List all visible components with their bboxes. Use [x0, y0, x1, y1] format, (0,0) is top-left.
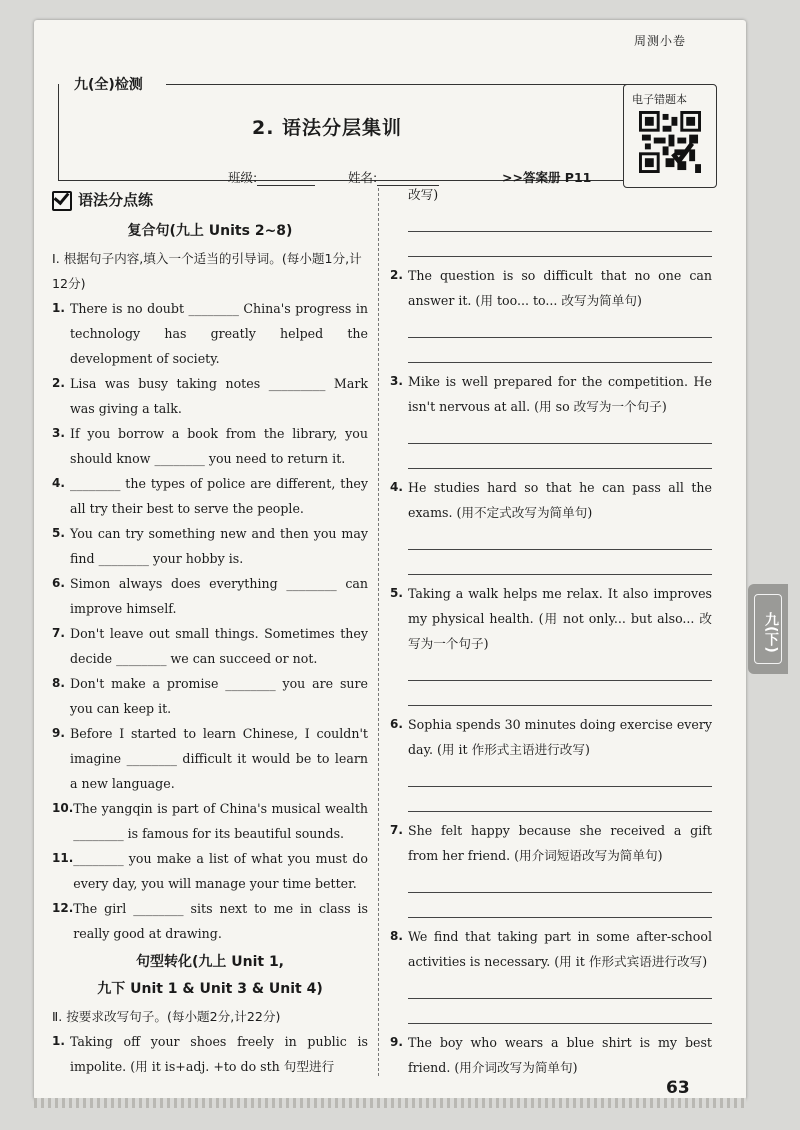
list-item: 6. Sophia spends 30 minutes doing exercise every day. (用 it 作形式主语进行改写) — [390, 712, 712, 812]
answer-line[interactable] — [408, 232, 712, 257]
answer-line[interactable] — [408, 868, 712, 893]
answer-reference: >>答案册 P11 — [502, 170, 592, 185]
answer-line[interactable] — [408, 419, 712, 444]
list-item: 4. He studies hard so that he can pass all the exams. (用不定式改写为简单句) — [390, 475, 712, 575]
answer-line[interactable] — [408, 999, 712, 1024]
list-item: 7. Don't leave out small things. Sometimes they decide ________ we can succeed or not. — [52, 626, 368, 666]
answer-line[interactable] — [408, 525, 712, 550]
answer-line[interactable] — [408, 762, 712, 787]
section-heading: 语法分点练 — [52, 188, 368, 213]
page-title: 2. 语法分层集训 — [252, 117, 403, 139]
page-number: 63 — [666, 1078, 690, 1098]
right-column — [390, 180, 712, 1100]
answer-line[interactable] — [408, 974, 712, 999]
qr-code-icon[interactable] — [639, 111, 701, 173]
column-divider — [378, 188, 379, 1076]
list-item: 8. We find that taking part in some after-school activities is necessary. (用 it 作形式宾语进行改写) — [390, 924, 712, 1024]
class-field: 班级: — [228, 168, 315, 186]
list-item: 3. Mike is well prepared for the competition. He isn't nervous at all. (用 so 改写为一个句子) — [390, 369, 712, 469]
list-item: 4. ________ the types of police are different, they all try their best to serve the people. — [52, 476, 368, 516]
answer-line[interactable] — [408, 313, 712, 338]
answer-line[interactable] — [408, 656, 712, 681]
section2-subtitle: 句型转化(九上 Unit 1, — [135, 954, 285, 970]
left-column — [52, 180, 368, 1079]
header — [58, 58, 720, 192]
answer-line[interactable] — [408, 338, 712, 363]
section2-subtitle-line2: 九下 Unit 1 & Unit 3 & Unit 4) — [97, 981, 323, 997]
header-tag: 周测小卷 — [633, 34, 686, 48]
list-item: 2. The question is so difficult that no one can answer it. (用 too... to... 改写为简单句) — [390, 263, 712, 363]
list-item: 1. Taking off your shoes freely in public is impolite. (用 it is+adj. +to do sth 句型进行 — [52, 1034, 368, 1074]
list-item: 3. If you borrow a book from the library, you should know ________ you need to return it. — [52, 426, 368, 466]
side-tab — [748, 584, 788, 674]
answer-line[interactable] — [408, 550, 712, 575]
list-item: 10. The yangqin is part of China's musical wealth ________ is famous for its beautiful sounds. — [52, 801, 368, 841]
side-tab-label: 九(下) — [754, 594, 782, 664]
name-field: 姓名: — [348, 168, 439, 186]
list-item: 6. Simon always does everything ________ can improve himself. — [52, 576, 368, 616]
section1-instruction: Ⅰ. 根据句子内容,填入一个适当的引导词。(每小题1分,计12分) — [52, 251, 362, 291]
section1-subtitle: 复合句(九上 Units 2~8) — [127, 223, 293, 239]
scan-edge — [34, 1098, 746, 1108]
list-item: 9. The boy who wears a blue shirt is my best friend. (用介词改写为简单句) — [390, 1030, 712, 1100]
answer-line[interactable] — [408, 681, 712, 706]
section2-instruction: Ⅱ. 按要求改写句子。(每小题2分,计22分) — [52, 1009, 281, 1024]
continuation-text: 改写) — [408, 187, 439, 202]
qr-label: 电子错题本 — [632, 93, 687, 106]
list-item: 1. There is no doubt ________ China's progress in technology has greatly helped the development of society. — [52, 301, 368, 366]
checkbox-icon — [52, 191, 72, 211]
grade-label: 九(全)检测 — [74, 77, 143, 93]
answer-line[interactable] — [408, 444, 712, 469]
answer-line[interactable] — [408, 787, 712, 812]
qr-panel — [623, 84, 717, 188]
worksheet-page — [34, 20, 746, 1100]
list-item: 2. Lisa was busy taking notes _________ Mark was giving a talk. — [52, 376, 368, 416]
list-item: 5. You can try something new and then you may find ________ your hobby is. — [52, 526, 368, 566]
list-item: 7. She felt happy because she received a gift from her friend. (用介词短语改写为简单句) — [390, 818, 712, 918]
list-item: 5. Taking a walk helps me relax. It also improves my physical health. (用 not only... but also... 改写为一个句子) — [390, 581, 712, 706]
list-item: 9. Before I started to learn Chinese, I couldn't imagine ________ difficult it would be to learn a new language. — [52, 726, 368, 791]
list-item: 11. ________ you make a list of what you must do every day, you will manage your time better. — [52, 851, 368, 891]
list-item: 8. Don't make a promise ________ you are sure you can keep it. — [52, 676, 368, 716]
list-item: 12. The girl ________ sits next to me in class is really good at drawing. — [52, 901, 368, 941]
answer-line[interactable] — [408, 893, 712, 918]
answer-line[interactable] — [408, 207, 712, 232]
